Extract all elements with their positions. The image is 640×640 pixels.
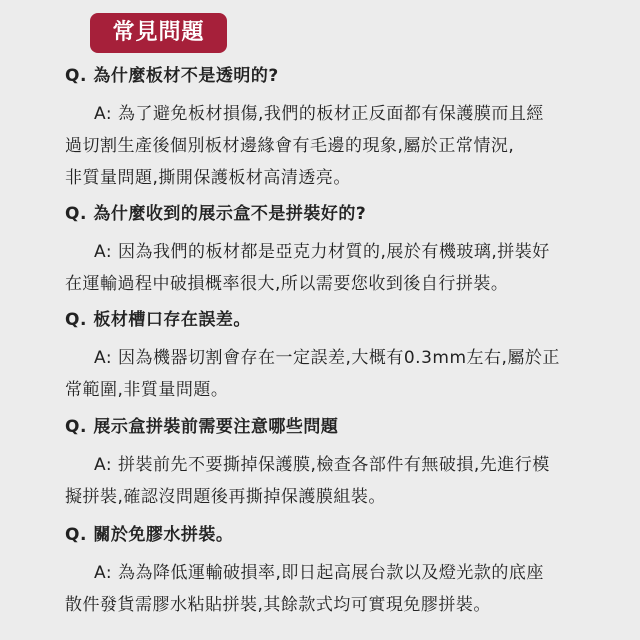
- faq-answer-line: 非質量問題,撕開保護板材高清透亮。: [65, 168, 351, 188]
- faq-question: Q. 為什麼收到的展示盒不是拼裝好的?: [65, 204, 367, 224]
- faq-item-3: [0, 306, 640, 406]
- faq-answer-line: A: 因為機器切割會存在一定誤差,大概有0.3mm左右,屬於正: [94, 348, 560, 368]
- page-title: 常見問題: [90, 13, 227, 53]
- faq-answer-line: 在運輸過程中破損概率很大,所以需要您收到後自行拼裝。: [65, 274, 509, 294]
- faq-answer-line: A: 為為降低運輸破損率,即日起高展台款以及燈光款的底座: [94, 563, 544, 583]
- faq-answer-line: 擬拼裝,確認沒問題後再撕掉保護膜組裝。: [65, 487, 386, 507]
- faq-item-5: [0, 521, 640, 621]
- faq-answer: [0, 342, 640, 406]
- faq-question: Q. 板材槽口存在誤差。: [65, 310, 251, 330]
- faq-answer-line: 常範圍,非質量問題。: [65, 380, 229, 400]
- faq-answer-line: A: 因為我們的板材都是亞克力材質的,展於有機玻璃,拼裝好: [94, 242, 550, 262]
- faq-question: Q. 為什麼板材不是透明的?: [65, 66, 279, 86]
- faq-item-2: [0, 200, 640, 300]
- faq-answer-line: 散件發貨需膠水粘貼拼裝,其餘款式均可實現免膠拼裝。: [65, 595, 491, 615]
- faq-question: Q. 關於免膠水拼裝。: [65, 525, 234, 545]
- faq-question: Q. 展示盒拼裝前需要注意哪些問題: [65, 417, 339, 437]
- faq-answer: [0, 236, 640, 300]
- faq-answer-line: 過切割生產後個別板材邊緣會有毛邊的現象,屬於正常情況,: [65, 136, 515, 156]
- faq-answer-line: A: 拼裝前先不要撕掉保護膜,檢查各部件有無破損,先進行模: [94, 455, 550, 475]
- faq-answer: [0, 449, 640, 513]
- faq-item-1: [0, 62, 640, 194]
- faq-answer: [0, 98, 640, 194]
- faq-answer-line: A: 為了避免板材損傷,我們的板材正反面都有保護膜而且經: [94, 104, 544, 124]
- faq-answer: [0, 557, 640, 621]
- faq-item-4: [0, 413, 640, 513]
